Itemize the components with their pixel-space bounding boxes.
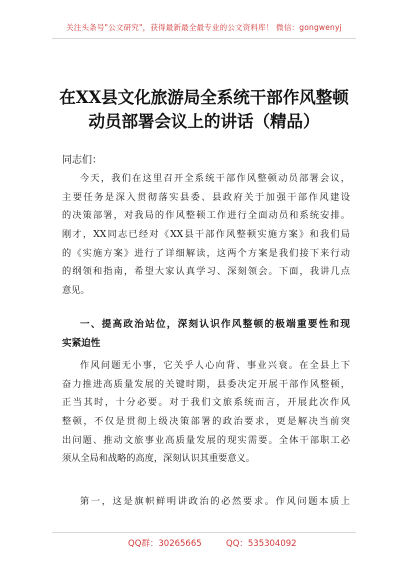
text-line: 今天，我们在这里召开全系统干部作风整顿动员部署会议， bbox=[80, 173, 350, 184]
document-title-line-2: 动员部署会议上的讲话（精品） bbox=[88, 112, 320, 131]
footer bbox=[0, 537, 408, 551]
text-line: 整顿，不仅是贯彻上级决策部署的政治要求，更是解决当前突 bbox=[62, 416, 350, 428]
paragraph-intro bbox=[62, 170, 350, 301]
paragraph-point-1 bbox=[62, 493, 350, 512]
document-title-line-1: 在XX县文化旅游局全系统干部作风整顿 bbox=[59, 88, 349, 107]
text-line: 奋力推进高质量发展的关键时期，县委决定开展干部作风整顿， bbox=[62, 378, 350, 390]
paragraph-body bbox=[62, 357, 350, 469]
text-line: 的《实施方案》进行了详细解读，这两个方案是我们接下来行动 bbox=[62, 247, 350, 259]
text-line: 的纲领和指南，希望大家认真学习、深刻领会。下面，我讲几点 bbox=[62, 266, 350, 278]
footer-qq-group: QQ群：30265665 bbox=[128, 539, 202, 549]
text-line: 一、提高政治站位，深刻认识作风整顿的极端重要性和现 bbox=[80, 319, 350, 330]
text-line: 的决策部署，对我局的作风整顿工作进行全面动员和系统安排。 bbox=[62, 210, 350, 222]
text-line: 须从全局和战略的高度，深刻认识其重要意义。 bbox=[62, 453, 255, 465]
salutation: 同志们： bbox=[62, 155, 102, 166]
text-line: 出问题、推动文旅事业高质量发展的现实需要。全体干部职工必 bbox=[62, 434, 350, 446]
text-line: 作风问题无小事，它关乎人心向背、事业兴衰。在全县上下 bbox=[80, 360, 350, 371]
text-line: 意见。 bbox=[62, 285, 90, 297]
text-line: 第一，这是旗帜鲜明讲政治的必然要求。作风问题本质上 bbox=[80, 496, 350, 507]
banner-divider bbox=[52, 38, 356, 39]
footer-divider bbox=[52, 532, 356, 533]
section-heading-1 bbox=[62, 316, 350, 353]
text-line: 正当其时，十分必要。对于我们文旅系统而言，开展此次作风 bbox=[62, 397, 350, 409]
text-line: 实紧迫性 bbox=[62, 337, 101, 349]
text-line: 刚才，XX同志已经对《XX县干部作风整顿实施方案》和我们局 bbox=[62, 229, 350, 241]
footer-qq-contact: QQ：535304092 bbox=[226, 539, 297, 549]
text-line: 主要任务是深入贯彻落实县委、县政府关于加强干部作风建设 bbox=[62, 191, 350, 203]
top-banner: 关注头条号"公文研究"，获得最新最全最专业的公文资料库！ 微信：gongwenyj bbox=[66, 23, 342, 32]
